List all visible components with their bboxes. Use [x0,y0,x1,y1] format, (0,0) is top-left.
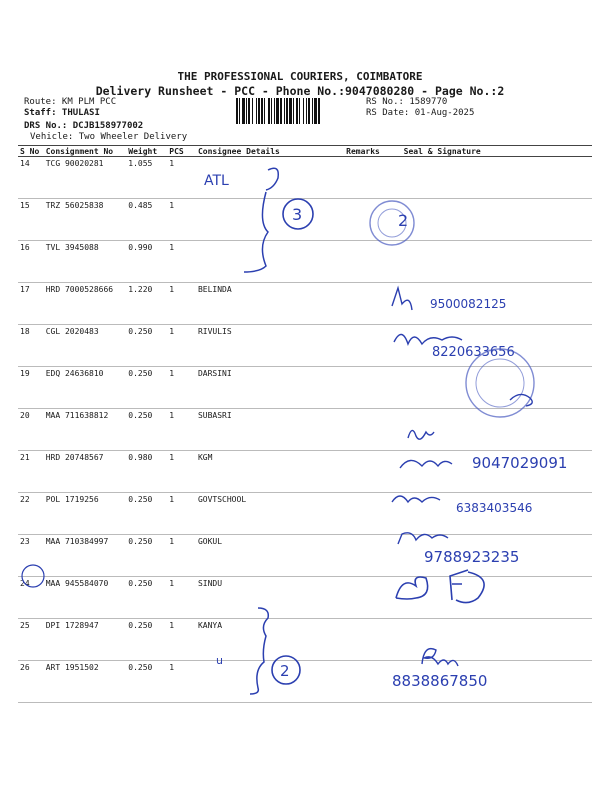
drs-number: DRS No.: DCJB158977002 [24,121,144,131]
cell-consignment: MAA 711638812 [44,409,127,451]
cell-consignment: TVL 3945088 [44,241,127,283]
table-row [18,367,592,409]
cell-consignee: SINDU [196,577,344,619]
table-row [18,619,592,661]
cell-remarks [344,493,402,535]
cell-sno: 21 [18,451,44,493]
cell-remarks [344,283,402,325]
table-row [18,493,592,535]
row22-phone: 6383403546 [456,501,533,515]
cell-consignee [196,157,344,199]
cell-weight: 0.250 [126,325,167,367]
row26-circled-number: 2 [280,662,290,680]
company-name: THE PROFESSIONAL COURIERS, COIMBATORE [177,70,423,83]
cell-weight: 0.250 [126,661,167,703]
col-consignment: Consignment No [44,146,127,157]
cell-seal [402,157,592,199]
cell-weight: 0.990 [126,241,167,283]
cell-remarks [344,409,402,451]
cell-pcs: 1 [167,661,196,703]
cell-remarks [344,535,402,577]
cell-sno: 19 [18,367,44,409]
cell-consignment: HRD 20748567 [44,451,127,493]
table-row [18,157,592,199]
cell-seal [402,577,592,619]
col-weight: Weight [126,146,167,157]
cell-weight: 0.250 [126,493,167,535]
staff-label: Staff: THULASI [24,108,100,118]
cell-pcs: 1 [167,199,196,241]
cell-sno: 15 [18,199,44,241]
cell-sno: 17 [18,283,44,325]
cell-consignment: CGL 2020483 [44,325,127,367]
cell-sno: 22 [18,493,44,535]
cell-consignment: MAA 710384997 [44,535,127,577]
cell-remarks [344,325,402,367]
row23-phone: 9788923235 [424,548,520,566]
runsheet-table [18,145,592,703]
cell-sno: 18 [18,325,44,367]
cell-seal [402,367,592,409]
cell-pcs: 1 [167,577,196,619]
table-row [18,325,592,367]
cell-pcs: 1 [167,409,196,451]
cell-weight: 0.250 [126,577,167,619]
cell-pcs: 1 [167,619,196,661]
col-seal-signature: Seal & Signature [402,146,592,157]
cell-remarks [344,661,402,703]
cell-pcs: 1 [167,535,196,577]
row14-atl-note: ATL [204,173,229,189]
table-row [18,661,592,703]
table-header-row [18,146,592,157]
cell-remarks [344,241,402,283]
cell-weight: 1.220 [126,283,167,325]
rs-date: RS Date: 01-Aug-2025 [366,108,475,118]
table-row [18,451,592,493]
row21-phone: 9047029091 [472,454,568,472]
cell-consignment: TRZ 56025838 [44,199,127,241]
cell-seal [402,241,592,283]
cell-pcs: 1 [167,283,196,325]
cell-consignee: KGM [196,451,344,493]
cell-consignment: HRD 7000528666 [44,283,127,325]
cell-seal [402,451,592,493]
cell-weight: 0.485 [126,199,167,241]
cell-consignee: GOKUL [196,535,344,577]
cell-remarks [344,619,402,661]
cell-consignee: BELINDA [196,283,344,325]
cell-consignee: RIVULIS [196,325,344,367]
cell-remarks [344,157,402,199]
cell-consignee: GOVTSCHOOL [196,493,344,535]
cell-seal [402,283,592,325]
cell-weight: 0.250 [126,409,167,451]
table-row [18,199,592,241]
table-row [18,283,592,325]
col-remarks: Remarks [344,146,402,157]
cell-pcs: 1 [167,241,196,283]
row26-phone: 8838867850 [392,672,488,690]
cell-weight: 0.250 [126,535,167,577]
cell-sno: 24 [18,577,44,619]
cell-sno: 25 [18,619,44,661]
cell-sno: 26 [18,661,44,703]
cell-seal [402,409,592,451]
cell-consignment: POL 1719256 [44,493,127,535]
cell-seal [402,325,592,367]
cell-consignment: DPI 1728947 [44,619,127,661]
cell-consignment: MAA 945584070 [44,577,127,619]
cell-consignment: ART 1951502 [44,661,127,703]
vehicle-label: Vehicle: Two Wheeler Delivery [30,132,188,142]
cell-remarks [344,577,402,619]
cell-remarks [344,451,402,493]
cell-sno: 23 [18,535,44,577]
row26-mark: u [216,654,223,667]
barcode-bar [320,98,321,124]
cell-pcs: 1 [167,451,196,493]
cell-seal [402,493,592,535]
row15-circled-number: 3 [292,205,303,224]
table-row [18,577,592,619]
table-row [18,409,592,451]
cell-sno: 14 [18,157,44,199]
cell-pcs: 1 [167,367,196,409]
runsheet-barcode [236,98,358,124]
cell-seal [402,199,592,241]
cell-consignee [196,661,344,703]
cell-consignee: KANYA [196,619,344,661]
cell-consignee: SUBASRI [196,409,344,451]
cell-seal [402,619,592,661]
cell-pcs: 1 [167,493,196,535]
rs-number: RS No.: 1589770 [366,97,448,107]
cell-pcs: 1 [167,325,196,367]
cell-remarks [344,367,402,409]
cell-pcs: 1 [167,157,196,199]
cell-weight: 1.055 [126,157,167,199]
cell-weight: 0.250 [126,367,167,409]
table-row [18,241,592,283]
cell-consignment: EDQ 24636810 [44,367,127,409]
cell-consignee [196,241,344,283]
table-row [18,535,592,577]
cell-sno: 16 [18,241,44,283]
cell-seal [402,661,592,703]
cell-weight: 0.980 [126,451,167,493]
row18-phone: 8220633656 [432,345,515,360]
row15-seal-mark: 2 [398,211,409,230]
cell-seal [402,535,592,577]
route-label: Route: KM PLM PCC [24,97,117,107]
col-consignee: Consignee Details [196,146,344,157]
cell-remarks [344,199,402,241]
cell-consignee [196,199,344,241]
col-sno: S No [18,146,44,157]
row17-phone: 9500082125 [430,297,507,311]
cell-consignee: DARSINI [196,367,344,409]
runsheet-subtitle: Delivery Runsheet - PCC - Phone No.:9047080280 - Page No.:2 [95,84,505,98]
cell-weight: 0.250 [126,619,167,661]
col-pcs: PCS [167,146,196,157]
cell-sno: 20 [18,409,44,451]
cell-consignment: TCG 90020281 [44,157,127,199]
